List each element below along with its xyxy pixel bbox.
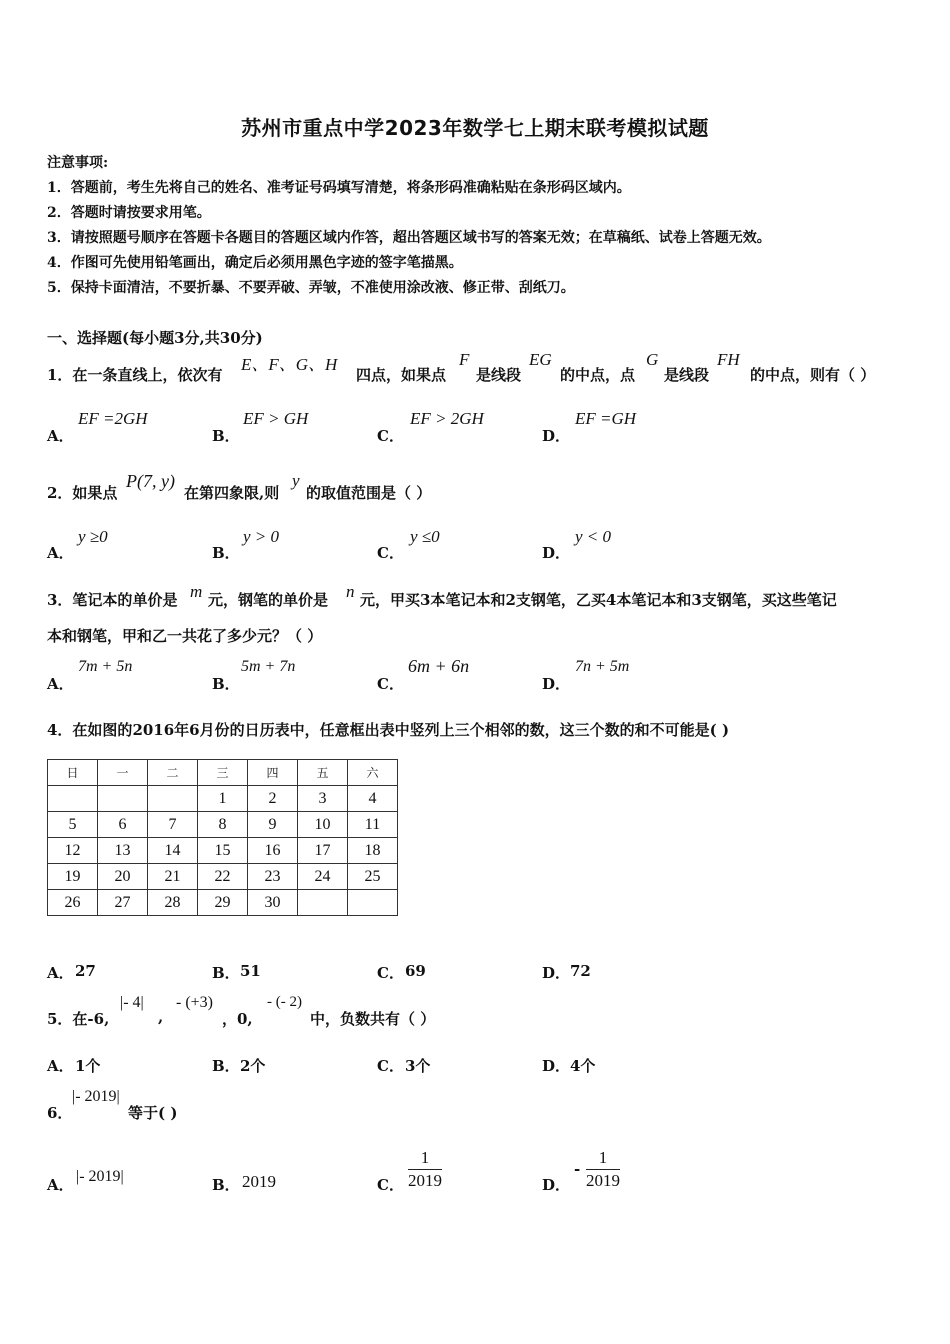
q3-option-a-label: A． — [47, 675, 74, 693]
q1-text-5: 是线段 — [664, 366, 710, 384]
q6-option-a-label: A． — [47, 1176, 74, 1194]
q5-math-neg-neg2: - (- 2) — [267, 994, 302, 1010]
q6-option-c-label: C． — [377, 1176, 404, 1194]
q2-option-d-value: y < 0 — [575, 527, 612, 546]
calendar-row — [48, 864, 398, 890]
calendar-row — [48, 786, 398, 812]
calendar-cell: 2 — [248, 786, 298, 812]
q6-option-a-value: |- 2019| — [76, 1168, 124, 1185]
calendar-cell: 13 — [98, 838, 148, 864]
q4-text: 4．在如图的2016年6月份的日历表中，任意框出表中竖列上三个相邻的数，这三个数的和不可能是( ) — [47, 721, 730, 739]
calendar-cell — [48, 786, 98, 812]
q1-text-4: 的中点，点 — [560, 366, 636, 384]
calendar-cell: 4 — [348, 786, 398, 812]
calendar-cell: 7 — [148, 812, 198, 838]
calendar-cell: 18 — [348, 838, 398, 864]
q1-option-d-value: EF =GH — [575, 409, 637, 428]
q5-option-a-value: 1个 — [75, 1057, 101, 1075]
q3-math-m: m — [190, 582, 203, 601]
q5-option-b-value: 2个 — [240, 1057, 266, 1075]
q4-option-b-value: 51 — [240, 962, 261, 980]
fraction-denominator: 2019 — [586, 1171, 620, 1190]
notice-heading: 注意事项: — [47, 155, 109, 171]
q3-text-line2: 本和钢笔，甲和乙一共花了多少元？（ ） — [47, 627, 323, 645]
q5-option-b-label: B． — [212, 1057, 240, 1075]
q2-option-c-value: y ≤0 — [410, 527, 440, 546]
calendar-row — [48, 890, 398, 916]
q1-text-6: 的中点，则有（ ） — [750, 366, 876, 384]
notice-item-3: 3．请按照题号顺序在答题卡各题目的答题区域内作答，超出答题区域书写的答案无效；在草稿纸、试卷上答题无效。 — [47, 230, 771, 246]
q3-option-a-value: 7m + 5n — [78, 658, 133, 675]
q5-option-d-value: 4个 — [570, 1057, 596, 1075]
calendar-table — [47, 759, 398, 916]
q2-math-point: P(7, y) — [126, 471, 175, 491]
q5-option-c-value: 3个 — [405, 1057, 431, 1075]
q3-math-n: n — [346, 582, 355, 601]
q4-option-d-value: 72 — [570, 962, 591, 980]
calendar-cell: 1 — [198, 786, 248, 812]
q2-option-b-value: y > 0 — [243, 527, 280, 546]
q1-option-b-label: B． — [212, 427, 240, 445]
calendar-cell: 3 — [298, 786, 348, 812]
q1-text-1: 1．在一条直线上，依次有 — [47, 366, 223, 384]
q6-option-b-label: B． — [212, 1176, 240, 1194]
q4-option-a-label: A． — [47, 964, 74, 982]
q6-math-abs: |- 2019| — [72, 1088, 120, 1105]
calendar-cell: 19 — [48, 864, 98, 890]
calendar-cell: 30 — [248, 890, 298, 916]
q4-option-a-value: 27 — [75, 962, 96, 980]
fraction-numerator: 1 — [586, 1148, 620, 1170]
q2-option-a-value: y ≥0 — [78, 527, 108, 546]
q1-option-c-label: C． — [377, 427, 404, 445]
q1-option-c-value: EF > 2GH — [410, 409, 484, 428]
q2-text-1: 2．如果点 — [47, 484, 118, 502]
q6-option-b-value: 2019 — [242, 1172, 276, 1191]
q1-option-a-value: EF =2GH — [78, 409, 148, 428]
calendar-cell: 24 — [298, 864, 348, 890]
q3-option-d-label: D． — [542, 675, 571, 693]
calendar-cell: 22 — [198, 864, 248, 890]
q2-option-b-label: B． — [212, 544, 240, 562]
calendar-header-cell: 三 — [198, 760, 248, 786]
q2-option-c-label: C． — [377, 544, 404, 562]
calendar-header-cell: 二 — [148, 760, 198, 786]
q6-option-d-label: D． — [542, 1176, 571, 1194]
q3-option-c-label: C． — [377, 675, 404, 693]
calendar-cell: 11 — [348, 812, 398, 838]
calendar-cell: 9 — [248, 812, 298, 838]
calendar-cell — [348, 890, 398, 916]
q4-option-b-label: B． — [212, 964, 240, 982]
q1-option-a-label: A． — [47, 427, 74, 445]
q1-math-g: G — [646, 350, 659, 369]
q1-math-f: F — [459, 350, 470, 369]
q5-math-neg-pos3: - (+3) — [176, 994, 214, 1011]
q3-text-2: 元，钢笔的单价是 — [208, 591, 329, 609]
q6-option-d-fraction — [586, 1148, 620, 1191]
notice-item-5: 5．保持卡面清洁，不要折暴、不要弄破、弄皱，不准使用涂改液、修正带、刮纸刀。 — [47, 280, 575, 296]
q5-text-3: ，0, — [222, 1010, 253, 1028]
q1-option-b-value: EF > GH — [243, 409, 309, 428]
calendar-cell: 29 — [198, 890, 248, 916]
calendar-cell: 10 — [298, 812, 348, 838]
calendar-cell: 25 — [348, 864, 398, 890]
q4-option-c-value: 69 — [405, 962, 426, 980]
calendar-cell: 20 — [98, 864, 148, 890]
q3-option-d-value: 7n + 5m — [575, 658, 630, 675]
q3-option-b-value: 5m + 7n — [241, 658, 296, 675]
q4-option-c-label: C． — [377, 964, 404, 982]
notice-item-4: 4．作图可先使用铅笔画出，确定后必须用黑色字迹的签字笔描黑。 — [47, 255, 463, 271]
page-title: 苏州市重点中学2023年数学七上期末联考模拟试题 — [241, 116, 709, 140]
q3-text-1: 3．笔记本的单价是 — [47, 591, 178, 609]
calendar-cell: 12 — [48, 838, 98, 864]
calendar-cell: 5 — [48, 812, 98, 838]
calendar-cell: 17 — [298, 838, 348, 864]
calendar-header-cell: 五 — [298, 760, 348, 786]
calendar-cell: 27 — [98, 890, 148, 916]
q5-option-c-label: C． — [377, 1057, 404, 1075]
calendar-cell: 26 — [48, 890, 98, 916]
calendar-cell — [298, 890, 348, 916]
q1-option-d-label: D． — [542, 427, 571, 445]
notice-item-1: 1．答题前，考生先将自己的姓名、准考证号码填写清楚，将条形码准确粘贴在条形码区域内。 — [47, 180, 631, 196]
calendar-cell: 14 — [148, 838, 198, 864]
calendar-cell: 28 — [148, 890, 198, 916]
q5-option-a-label: A． — [47, 1057, 74, 1075]
q5-text-2: , — [158, 1008, 164, 1026]
q5-option-d-label: D． — [542, 1057, 571, 1075]
q3-option-c-value: 6m + 6n — [408, 656, 470, 676]
q2-option-a-label: A． — [47, 544, 74, 562]
calendar-cell: 21 — [148, 864, 198, 890]
q6-option-d-sign: - — [574, 1160, 581, 1178]
calendar-cell — [98, 786, 148, 812]
q1-text-2: 四点，如果点 — [356, 366, 447, 384]
calendar-row — [48, 812, 398, 838]
q1-math-points: E、F、G、H — [241, 355, 338, 374]
calendar-cell: 23 — [248, 864, 298, 890]
calendar-header-cell: 四 — [248, 760, 298, 786]
calendar-header-row — [48, 760, 398, 786]
q3-option-b-label: B． — [212, 675, 240, 693]
calendar-header-cell: 六 — [348, 760, 398, 786]
q6-text-2: 等于( ) — [128, 1104, 178, 1122]
notice-item-2: 2．答题时请按要求用笔。 — [47, 205, 211, 221]
q1-math-fh: FH — [717, 350, 740, 369]
q2-text-2: 在第四象限,则 — [184, 484, 280, 502]
calendar-cell: 16 — [248, 838, 298, 864]
q2-text-3: 的取值范围是（ ） — [306, 484, 432, 502]
q2-math-y: y — [292, 471, 300, 490]
calendar-header-cell: 日 — [48, 760, 98, 786]
section-heading: 一、选择题(每小题3分,共30分) — [47, 329, 263, 347]
q6-option-c-fraction — [408, 1148, 442, 1191]
q5-text-4: 中，负数共有（ ） — [310, 1010, 436, 1028]
calendar-header-cell: 一 — [98, 760, 148, 786]
q1-math-eg: EG — [529, 350, 552, 369]
q5-math-abs: |- 4| — [120, 994, 144, 1011]
calendar-cell: 6 — [98, 812, 148, 838]
q6-text-1: 6． — [47, 1104, 73, 1122]
q2-option-d-label: D． — [542, 544, 571, 562]
q1-text-3: 是线段 — [476, 366, 522, 384]
fraction-denominator: 2019 — [408, 1171, 442, 1190]
calendar-cell: 15 — [198, 838, 248, 864]
fraction-numerator: 1 — [408, 1148, 442, 1170]
q3-text-3: 元，甲买3本笔记本和2支钢笔，乙买4本笔记本和3支钢笔，买这些笔记 — [360, 591, 837, 609]
calendar-cell — [148, 786, 198, 812]
q4-option-d-label: D． — [542, 964, 571, 982]
calendar-cell: 8 — [198, 812, 248, 838]
calendar-row — [48, 838, 398, 864]
q5-text-1: 5．在-6, — [47, 1010, 110, 1028]
